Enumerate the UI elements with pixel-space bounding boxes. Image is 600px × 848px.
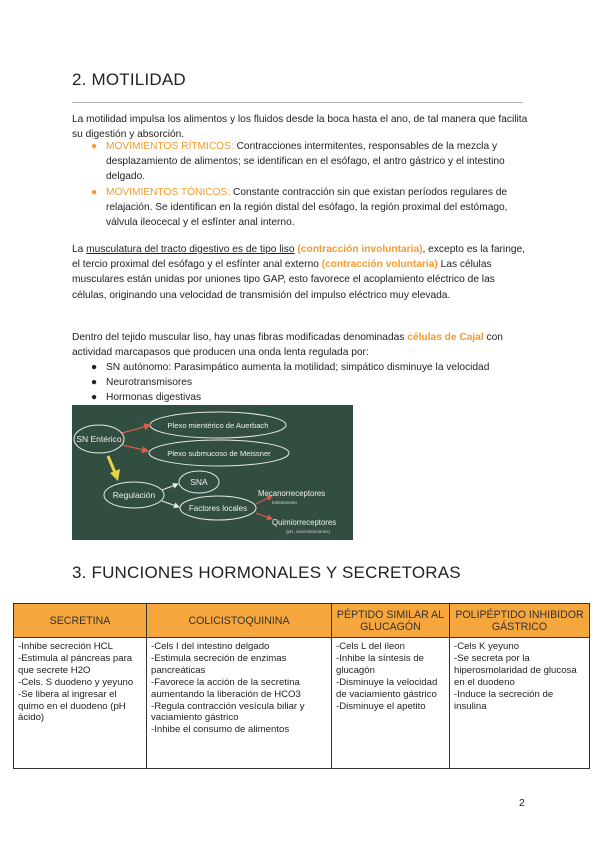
plexo-submucoso-label: Plexo submucoso de Meissner [167,449,271,458]
enteric-nervous-system-diagram [72,405,353,540]
bullet-icon: ● [91,362,98,373]
list-item [88,390,528,405]
para-text: La [72,244,87,255]
column-header-peptido-similar-glucagon: PÉPTIDO SIMILAR AL GLUCAGÓN [332,604,450,638]
bullet-label: MOVIMIENTOS RÍTMICOS: [106,141,234,152]
bullet-icon: ● [91,377,98,389]
para-text: , excepto es la faringe, el tercio proximal del esófago y el esfínter anal externo [72,244,526,271]
table-cell-colicistoquinina [147,638,332,769]
section-heading-funciones: 3. FUNCIONES HORMONALES Y SECRETORAS [72,563,461,582]
mecanorreceptores-sub: Estiramiento [272,500,298,505]
hormones-table [13,603,590,769]
heading-rule [72,102,523,103]
bullet-text: Contracciones intermitentes, responsables de la mezcla y desplazamiento de alimentos; se identifican en el esófago, el antro gástrico y el intestino delgado. [106,141,505,183]
list-item-text: SN autónomo: Parasimpático aumenta la motilidad; simpático disminuye la velocidad [106,362,490,373]
column-header-polipeptido-inhibidor: POLIPÉPTIDO INHIBIDOR GÁSTRICO [450,604,590,638]
table-cell-peptido-similar-glucagon [332,638,450,769]
cell-line: -Disminuye la velocidad de vaciamiento gástrico [336,676,438,700]
involuntary-label: (contracción involuntaria) [297,244,423,255]
cell-line: -Regula contracción vesícula biliar y vaciamiento gástrico [151,700,305,724]
list-item [88,360,528,375]
cell-line: -Inhibe la síntesis de glucagón [336,652,424,676]
regulacion-label: Regulación [112,490,156,500]
voluntary-label: (contracción voluntaria) [321,259,438,271]
cell-line: -Se libera al ingresar el quimo en el duodeno (pH ácido) [18,688,126,724]
table-row [14,638,590,769]
cell-line: -Inhibe el consumo de alimentos [151,724,290,736]
para-text: con actividad marcapasos que producen una onda lenta regulada por: [72,332,503,359]
cell-line: -Inhibe secreción HCL [18,641,113,652]
cajal-paragraph [72,330,528,360]
list-item [88,185,528,231]
cell-line: -Cels K yeyuno [454,641,520,652]
sna-label: SNA [190,477,208,487]
bullet-label: MOVIMIENTOS TÓNICOS: [106,186,231,198]
table-cell-secretina [14,638,147,769]
cell-line: -Cels. S duodeno y yeyuno [18,676,134,688]
list-item-text: Hormonas digestivas [106,392,202,404]
cajal-label: células de Cajal [407,332,484,343]
cell-line: -Estimula secreción de enzimas pancreáticas [151,652,287,676]
cell-line: -Cels L del íleon [336,641,405,652]
cell-line: -Disminuye el apetito [336,700,426,712]
bullet-text: Constante contracción sin que existan períodos regulares de relajación. Se identifican en la región distal del esófago, la región proximal del estómago, válvula ileocecal y el esfínter anal interno. [106,186,508,229]
quimiorreceptores-label: Quimiorreceptores [272,518,337,527]
smooth-muscle-paragraph [72,242,528,303]
bullet-icon: ● [91,186,98,198]
cell-line: -Induce la secreción de insulina [454,688,554,712]
column-header-secretina: SECRETINA [14,604,147,638]
plexo-mienterico-label: Plexo mientérico de Auerbach [167,421,269,430]
section-heading-motilidad: 2. MOTILIDAD [72,70,186,89]
list-item [88,375,528,390]
quimiorreceptores-sub: (pH, concentraciones) [286,529,331,534]
cell-line: -Se secreta por la hiperosmolaridad de glucosa en el duodeno [454,652,577,688]
list-item [88,139,528,185]
bullet-icon: ● [91,141,98,152]
table-header-row [14,604,590,638]
mecanorreceptores-label: Mecanorreceptores [258,489,326,498]
cell-line: -Favorece la acción de la secretina aumentando la liberación de HCO3 [151,676,301,700]
movement-types-list [88,139,528,230]
motilidad-intro: La motilidad impulsa los alimentos y los fluidos desde la boca hasta el ano, de tal manera que facilita su digestión y absorción. [72,114,528,141]
underlined-text: musculatura del tracto digestivo es de tipo liso [86,244,295,255]
cell-line: -Cels I del intestino delgado [151,641,270,652]
factores-locales-label: Factores locales [188,504,248,513]
bullet-icon: ● [91,392,98,404]
list-item-text: Neurotransmisores [106,377,193,389]
cell-line: -Estimula al páncreas para que secrete H2O [18,652,133,676]
table-cell-polipeptido-inhibidor [450,638,590,769]
sn-enterico-label: SN Entérico [76,434,122,444]
para-text: Las células musculares están unidas por uniones tipo GAP, esto favorece el acoplamiento eléctrico de las células, originando una velocidad de transmisión del impulso eléctrico muy elevada. [72,259,495,301]
para-text: Dentro del tejido muscular liso, hay unas fibras modificadas denominadas [72,332,408,343]
column-header-colicistoquinina: COLICISTOQUININA [147,604,332,638]
regulators-list [88,360,528,406]
page-number: 2 [519,797,525,809]
